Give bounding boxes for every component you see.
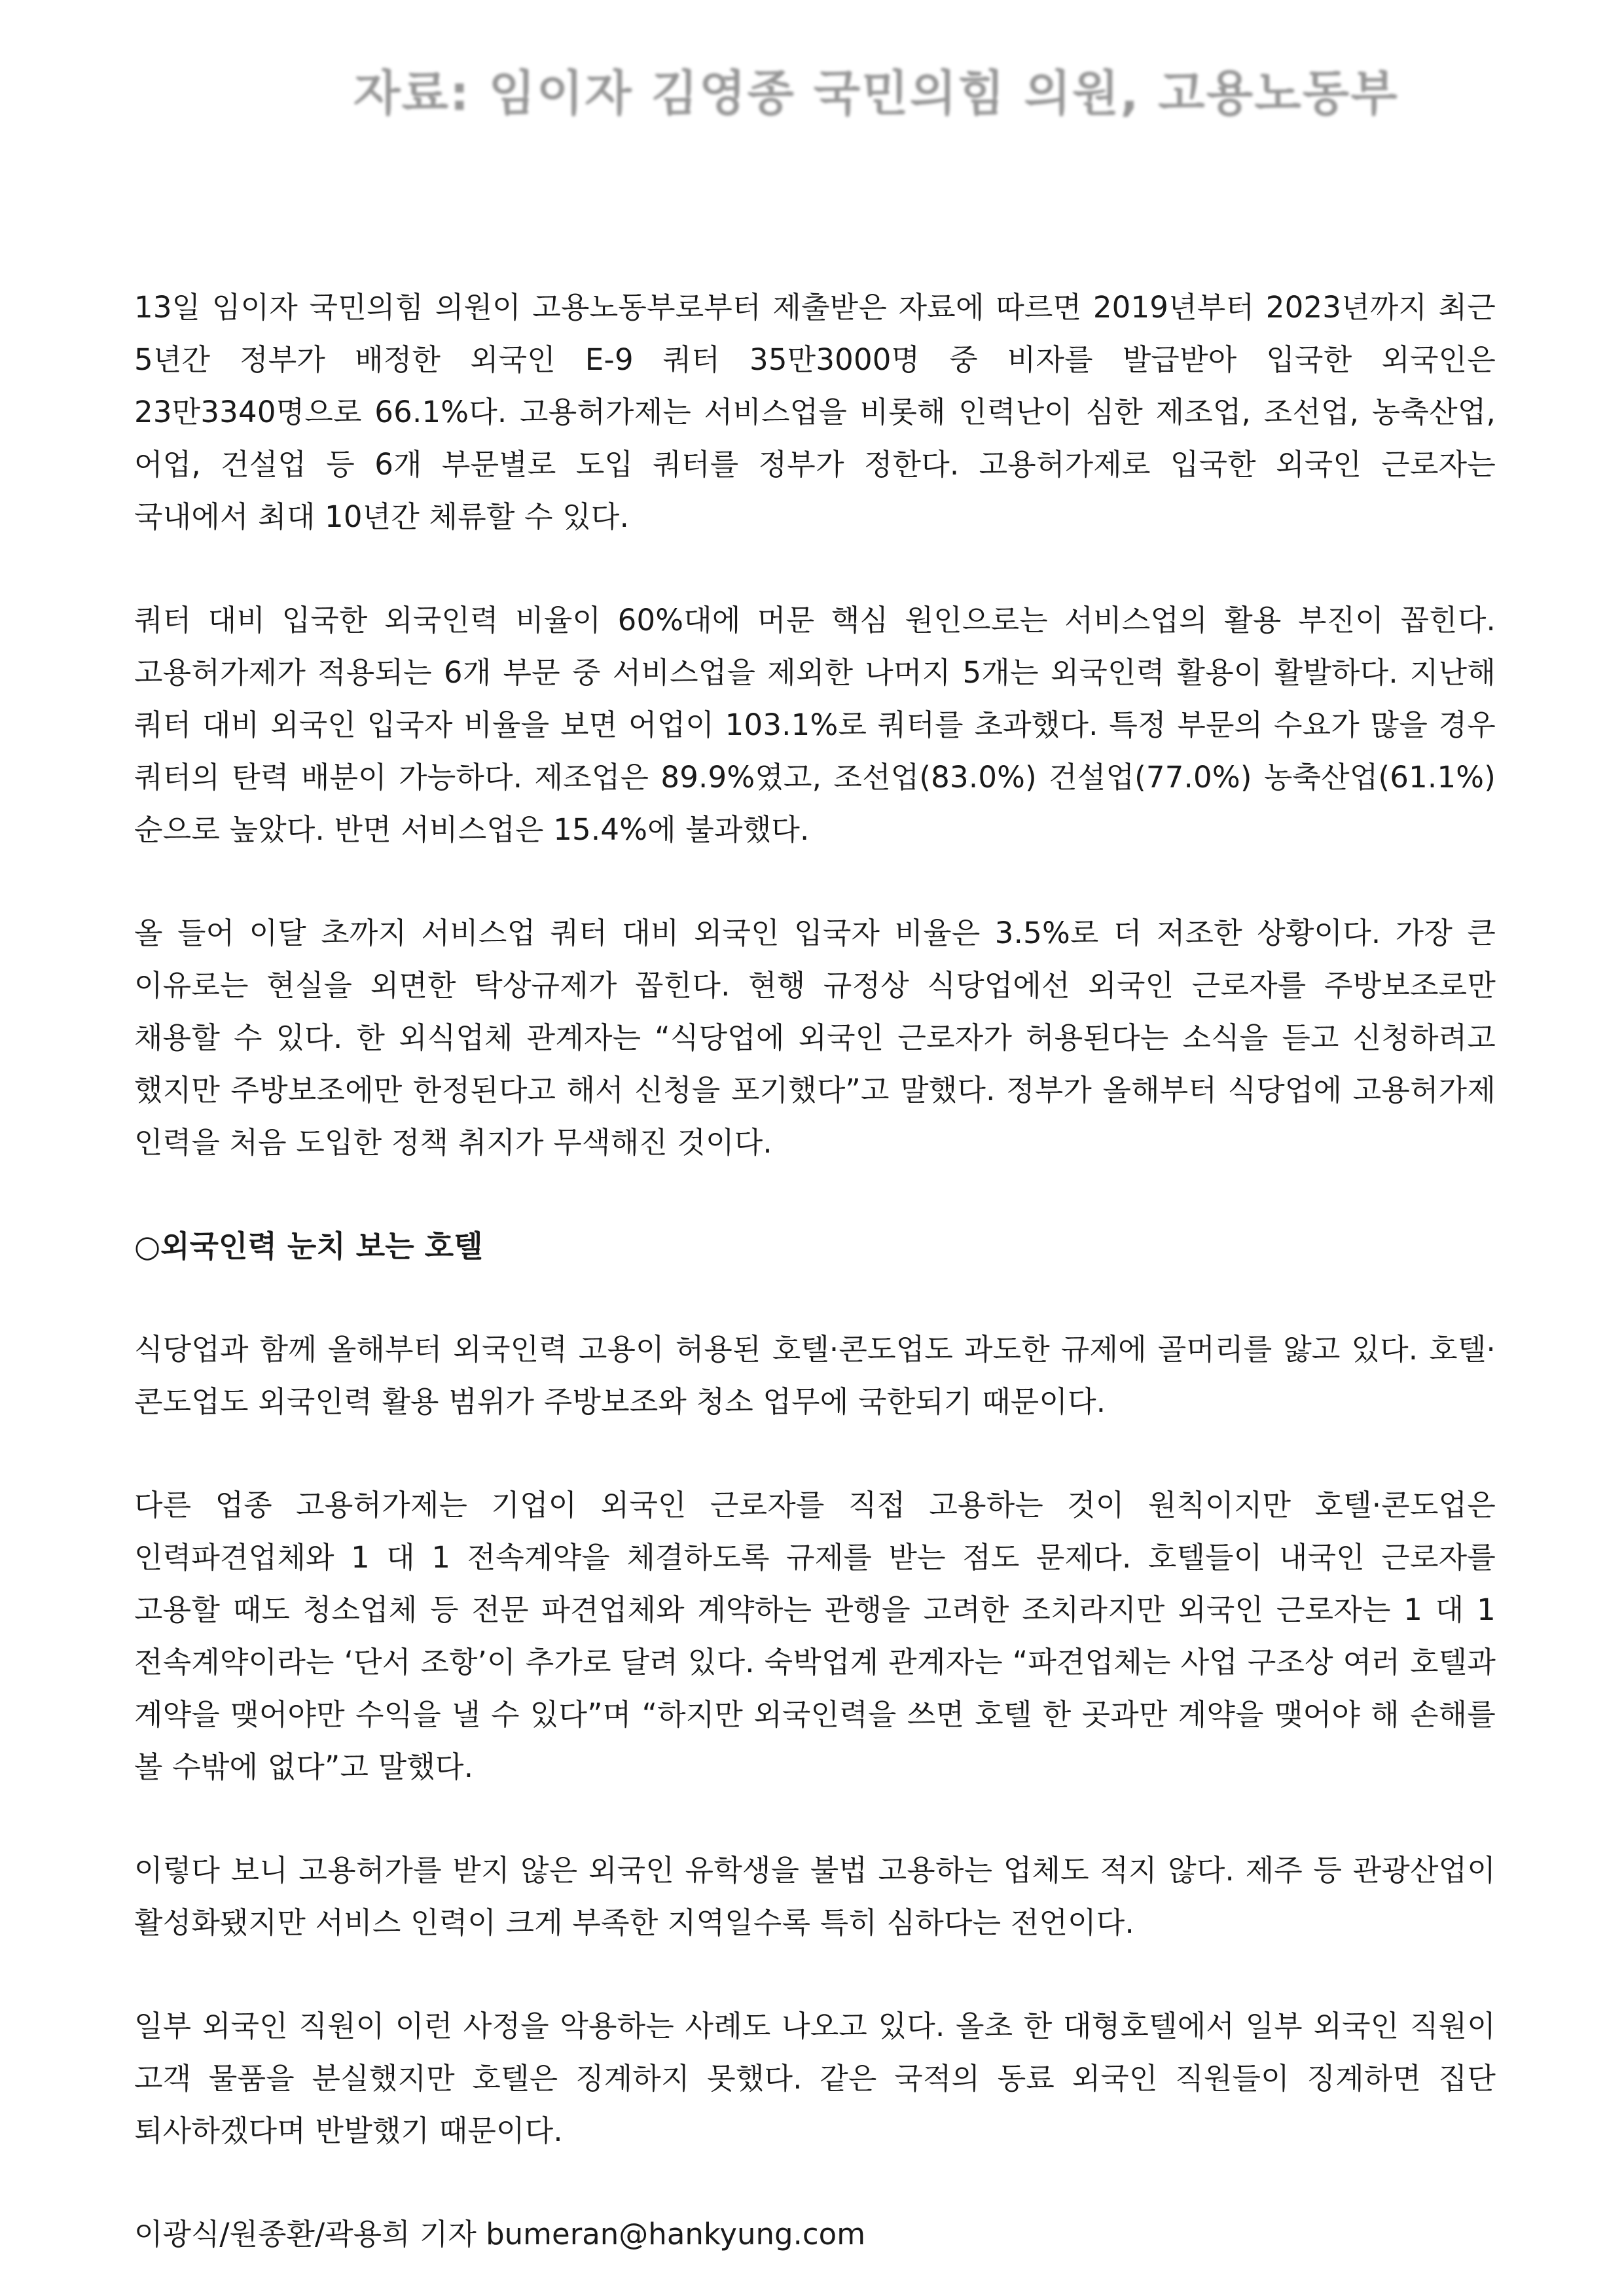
- paragraph-illegal-employment: 이렇다 보니 고용허가를 받지 않은 외국인 유학생을 불법 고용하는 업체도 적지 않다. 제주 등 관광산업이 활성화됐지만 서비스 인력이 크게 부족한 지역일수록 특히 심하다는 전언이다.: [134, 1853, 1496, 1940]
- paragraph-quota-statistics: 13일 임이자 국민의힘 의원이 고용노동부로부터 제출받은 자료에 따르면 2019년부터 2023년까지 최근 5년간 정부가 배정한 외국인 E-9 쿼터 35만3000명 중 비자를 발급받아 입국한 외국인은 23만3340명으로 66.1%다. 고용허가제는 서비스업을 비롯해 인력난이 심한 제조업, 조선업, 농축산업, 어업, 건설업 등 6개 부문별로 도입 쿼터를 정부가 정한다. 고용허가제로 입국한 외국인 근로자는 국내에서 최대 10년간 체류할 수 있다.: [134, 290, 1496, 534]
- paragraph-exclusive-contract: 다른 업종 고용허가제는 기업이 외국인 근로자를 직접 고용하는 것이 원칙이지만 호텔·콘도업은 인력파견업체와 1 대 1 전속계약을 체결하도록 규제를 받는 점도 문제다. 호텔들이 내국인 근로자를 고용할 때도 청소업체 등 전문 파견업체와 계약하는 관행을 고려한 조치라지만 외국인 근로자는 1 대 1 전속계약이라는 ‘단서 조항’이 추가로 달려 있다. 숙박업계 관계자는 “파견업체는 사업 구조상 여러 호텔과 계약을 맺어야만 수익을 낼 수 있다”며 “하지만 외국인력을 쓰면 호텔 한 곳과만 계약을 맺어야 해 손해를 볼 수밖에 없다”고 말했다.: [134, 1488, 1496, 1784]
- article-body: [134, 281, 1496, 2261]
- paragraph-abuse-cases: 일부 외국인 직원이 이런 사정을 악용하는 사례도 나오고 있다. 올초 한 대형호텔에서 일부 외국인 직원이 고객 물품을 분실했지만 호텔은 징계하지 못했다. 같은 국적의 동료 외국인 직원들이 징계하면 집단 퇴사하겠다며 반발했기 때문이다.: [134, 2009, 1496, 2148]
- section-subheading: ○외국인력 눈치 보는 호텔: [134, 1229, 483, 1264]
- source-caption: 자료: 임이자 김영종 국민의힘 의원, 고용노동부: [353, 65, 1399, 122]
- paragraph-hotel-condo: 식당업과 함께 올해부터 외국인력 고용이 허용된 호텔·콘도업도 과도한 규제에 골머리를 앓고 있다. 호텔·콘도업도 외국인력 활용 범위가 주방보조와 청소 업무에 국한되기 때문이다.: [134, 1332, 1496, 1419]
- paragraph-restaurant-regulation: 올 들어 이달 초까지 서비스업 쿼터 대비 외국인 입국자 비율은 3.5%로 더 저조한 상황이다. 가장 큰 이유로는 현실을 외면한 탁상규제가 꼽힌다. 현행 규정상 식당업에선 외국인 근로자를 주방보조로만 채용할 수 있다. 한 외식업체 관계자는 “식당업에 외국인 근로자가 허용된다는 소식을 듣고 신청하려고 했지만 주방보조에만 한정된다고 해서 신청을 포기했다”고 말했다. 정부가 올해부터 식당업에 고용허가제 인력을 처음 도입한 정책 취지가 무색해진 것이다.: [134, 916, 1496, 1160]
- byline: 이광식/원종환/곽용희 기자 bumeran@hankyung.com: [134, 2217, 866, 2251]
- paragraph-service-sector: 쿼터 대비 입국한 외국인력 비율이 60%대에 머문 핵심 원인으로는 서비스업의 활용 부진이 꼽힌다. 고용허가제가 적용되는 6개 부문 중 서비스업을 제외한 나머지 5개는 외국인력 활용이 활발하다. 지난해 쿼터 대비 외국인 입국자 비율을 보면 어업이 103.1%로 쿼터를 초과했다. 특정 부문의 수요가 많을 경우 쿼터의 탄력 배분이 가능하다. 제조업은 89.9%였고, 조선업(83.0%) 건설업(77.0%) 농축산업(61.1%) 순으로 높았다. 반면 서비스업은 15.4%에 불과했다.: [134, 603, 1496, 847]
